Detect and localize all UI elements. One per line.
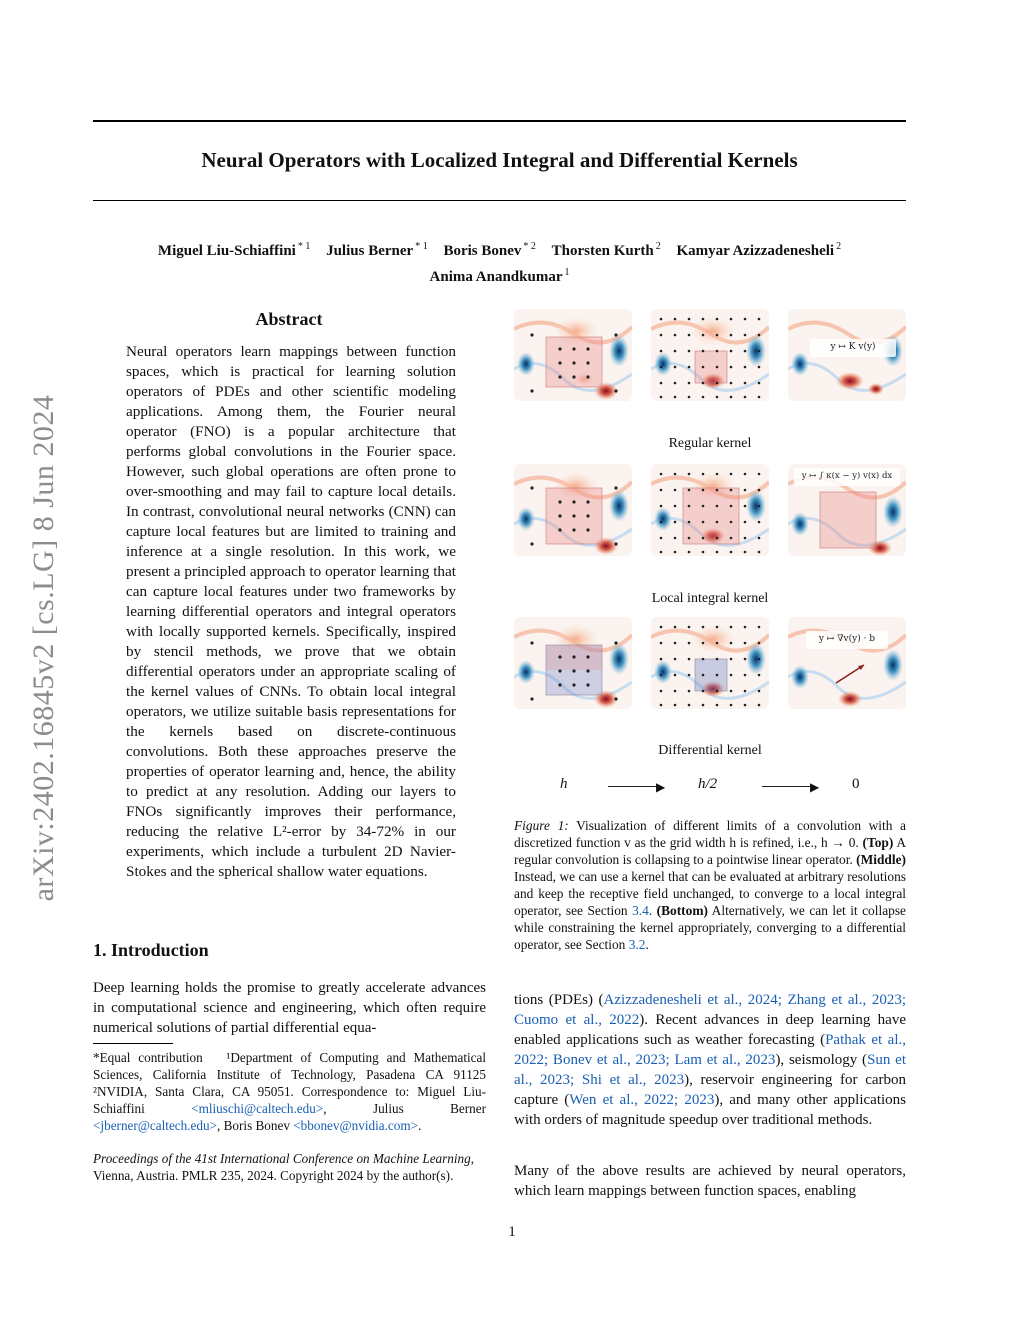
citation-link[interactable]: Wen et al., 2022; 2023 xyxy=(569,1092,715,1108)
field-panel xyxy=(651,617,769,709)
limit-label: 0 xyxy=(852,776,860,792)
author: Miguel Liu-Schiaffini $^{* 1}$ xyxy=(157,241,311,259)
field-panel xyxy=(788,617,906,709)
intro-paragraph: Many of the above results are achieved by neural operators, which learn mappings between function spaces, enabling xyxy=(514,1163,906,1199)
row-label: Differential kernel xyxy=(658,743,762,758)
field-panel xyxy=(788,309,906,401)
abstract-heading: Abstract xyxy=(255,309,323,329)
field-panel xyxy=(651,464,769,556)
row-label: Local integral kernel xyxy=(651,591,769,606)
operator-annotation: y ↦ K v(y) xyxy=(830,342,876,352)
email-link[interactable]: <mliuschi@caltech.edu> xyxy=(191,1101,324,1116)
figure-caption: Figure 1: Visualization of different limits of a convolution with a discretized function v as the grid width h is refined, i.e., h → 0. (Top) A regular convolution is collapsing to a pointwise linear operator. (Middle) Instead, we can use a kernel that can be evaluated at arbitrary resolutions and keep the receptive field unchanged, to converge to a local integral operator, see Section 3.4. (Bottom) Alternatively, we can let it collapse while constraining the kernel appropriately, converging to a differential operator, see Section 3.2. xyxy=(514,818,907,952)
section-ref-link[interactable]: 3.2 xyxy=(628,937,646,952)
intro-paragraph-continued: tions (PDEs) (Azizzadenesheli et al., 2024; Zhang et al., 2023; Cuomo et al., 2022). Recent advances in deep learning have enabled applications such as weather forecasting (Pathak et al., 2022; Bonev et al., 2023; Lam et al., 2023), seismology (Sun et al., 2023; Shi et al., 2023), reservoir engineering for carbon capture (Wen et al., 2022; 2023), and many other applications with orders of magnitude speedup over traditional methods. xyxy=(514,992,907,1128)
footnote: *Equal contribution ¹Department of Computing and Mathematical Sciences, California Institute of Technology, Pasadena CA 91125 ²NVIDIA, Santa Clara, CA 95051. Correspondence to: Miguel Liu-Schiaffini <mliuschi@caltech.edu>, Julius Berner <jberner@caltech.edu>, Boris Bonev <bbonev@nvidia.com>. xyxy=(93,1050,487,1133)
footnote-rule xyxy=(93,1043,173,1044)
author: Thorsten Kurth $^2$ xyxy=(551,241,661,259)
paper-title: Neural Operators with Localized Integral and Differential Kernels xyxy=(201,148,798,172)
page-number: 1 xyxy=(508,1224,516,1240)
arxiv-identifier[interactable]: arXiv:2402.16845v2 [cs.LG] 8 Jun 2024 xyxy=(27,394,60,902)
citation-link[interactable]: Azizzadenesheli et al., 2024; Zhang et al., 2023; Cuomo et al., 2022 xyxy=(514,992,906,1028)
author: Julius Berner $^{* 1}$ xyxy=(326,241,428,259)
row-label: Regular kernel xyxy=(668,436,752,451)
arrow-right-icon: ▶ xyxy=(656,780,666,794)
operator-annotation: y ↦ ∫ κ(x − y) v(x) dx xyxy=(801,471,893,481)
field-panel xyxy=(651,309,769,401)
limit-arrow xyxy=(608,786,660,787)
author: Boris Bonev $^{* 2}$ xyxy=(443,241,536,259)
operator-annotation: y ↦ ∇v(y) · b xyxy=(818,634,876,644)
title-rule-bottom xyxy=(93,200,906,201)
section-heading: 1. Introduction xyxy=(93,940,209,960)
author: Anima Anandkumar $^1$ xyxy=(429,267,570,285)
author-list xyxy=(93,236,906,288)
citation-link[interactable]: Pathak et al., 2022; Bonev et al., 2023; Lam et al., 2023 xyxy=(514,1032,906,1068)
email-link[interactable]: <jberner@caltech.edu> xyxy=(93,1118,218,1133)
limit-label: h/2 xyxy=(698,776,718,792)
field-panel xyxy=(788,464,906,556)
author: Kamyar Azizzadenesheli $^2$ xyxy=(676,241,842,259)
limit-arrow xyxy=(762,786,814,787)
email-link[interactable]: <bbonev@nvidia.com> xyxy=(293,1118,419,1133)
field-panel xyxy=(514,464,632,556)
arrow-right-icon: ▶ xyxy=(810,780,820,794)
proceedings-note: Proceedings of the 41st International Conference on Machine Learning, Vienna, Austria. PMLR 235, 2024. Copyright 2024 by the author(s). xyxy=(93,1151,475,1183)
title-rule-top xyxy=(93,120,906,122)
field-panel xyxy=(514,617,632,709)
field-panel xyxy=(514,309,632,401)
section-ref-link[interactable]: 3.4 xyxy=(632,903,649,918)
citation-link[interactable]: Sun et al., 2023; Shi et al., 2023 xyxy=(514,1052,906,1088)
abstract-text: Neural operators learn mappings between function spaces, which is practical for learning solution operators of PDEs and other scientific modeling applications. Among them, the Fourier neural operator (FNO) is a popular architecture that performs global convolutions in the Fourier space. However, such global operations are often prone to over-smoothing and may fail to capture local details. In contrast, convolutional neural networks (CNN) can capture local features but are limited to training and inference at a single resolution. In this work, we present a principled approach to operator learning that can capture local features under two frameworks by learning differential operators and integral operators with locally supported kernels. Specifically, inspired by stencil methods, we prove that we obtain differential operators under an appropriate scaling of the kernel values of CNNs. To obtain local integral operators, we utilize suitable basis representations for the kernels based on discrete-continuous convolutions. Both these approaches preserve the properties of operator learning and, hence, the ability to predict at any resolution. Adding our layers to FNOs significantly improves their performance, reducing the relative L²-error by 34-72% in our experiments, which include a turbulent 2D Navier-Stokes and the spherical shallow water equations. xyxy=(126,343,456,880)
intro-paragraph: Deep learning holds the promise to greatly accelerate advances in computational science and engineering, which often require numerical solutions of partial differential equa- xyxy=(93,980,486,1036)
figure-1 xyxy=(510,305,910,805)
limit-label: h xyxy=(560,776,568,792)
